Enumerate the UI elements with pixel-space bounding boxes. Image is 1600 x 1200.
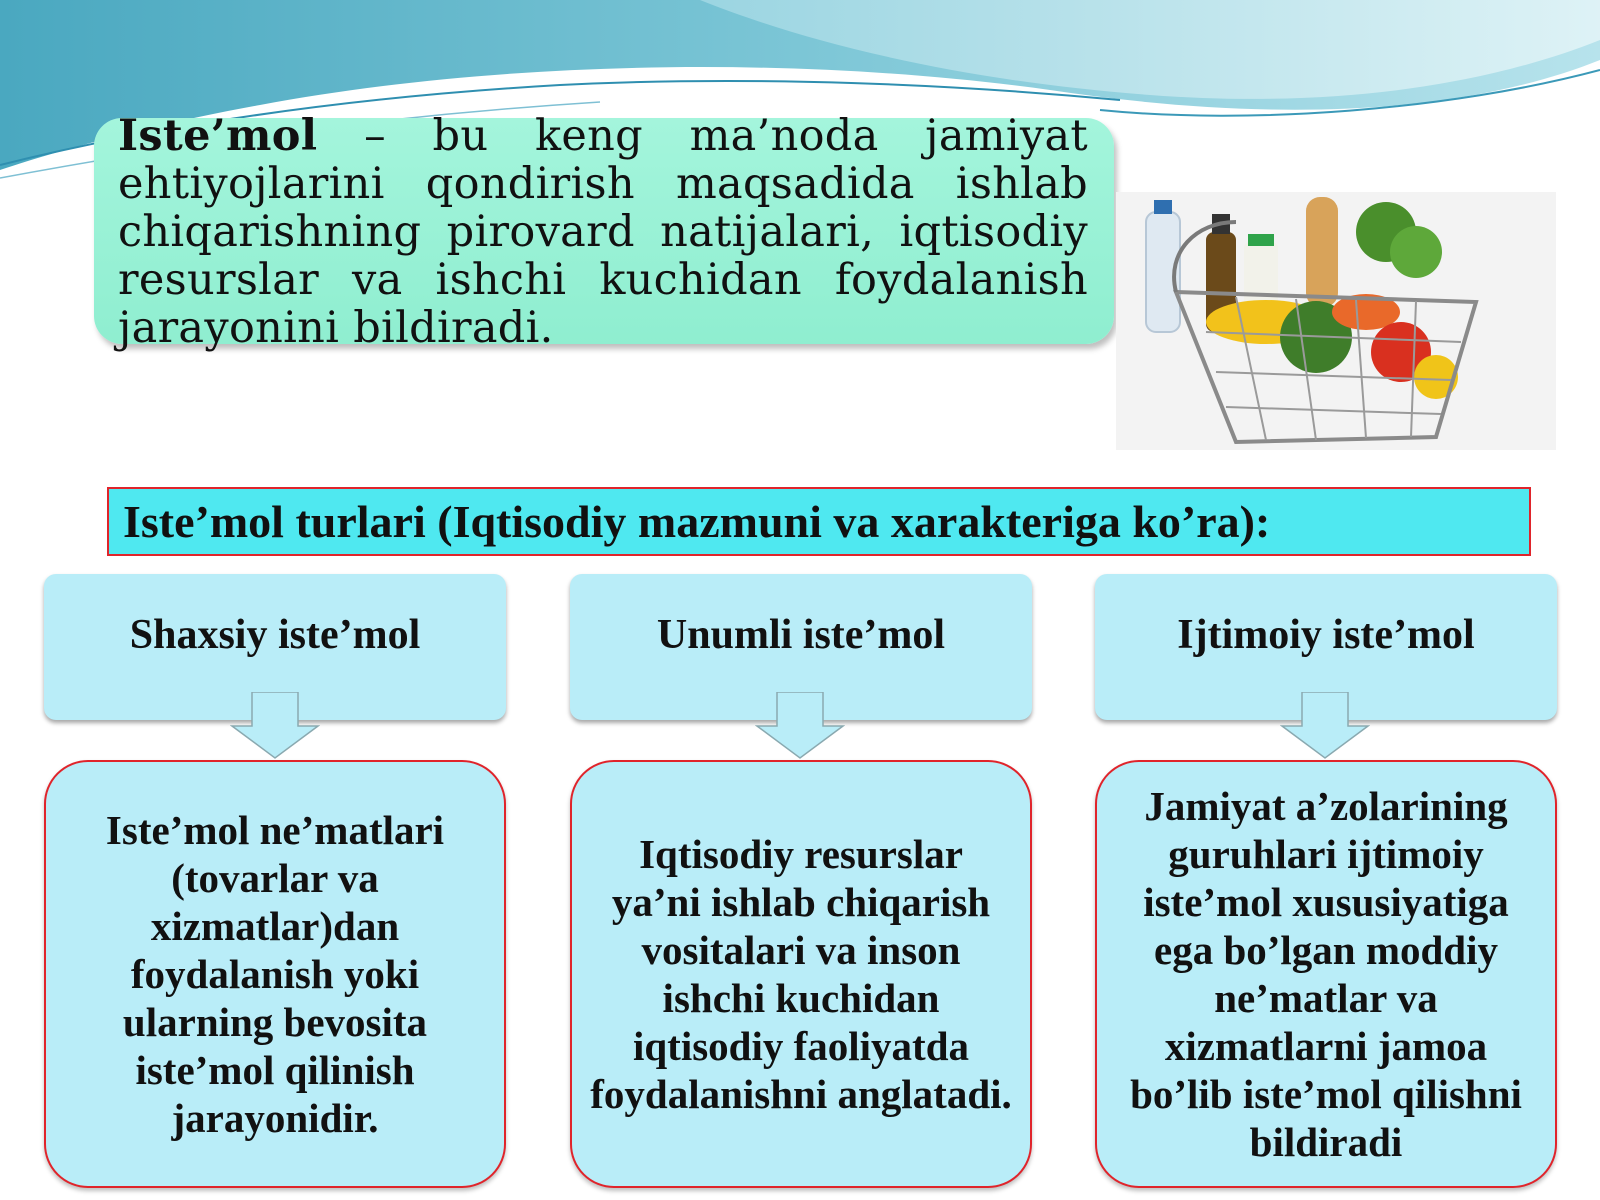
type-description-box-productive <box>570 760 1032 1188</box>
type-description-personal: Iste’mol ne’matlari (tovarlar va xizmatlar)dan foydalanish yoki ularning bevosita iste’mol qilinish jarayonidir. <box>105 807 445 1141</box>
shopping-basket-illustration <box>1116 192 1556 450</box>
types-heading: Iste’mol turlari (Iqtisodiy mazmuni va xarakteriga ko’ra): <box>107 487 1531 556</box>
definition-text <box>118 112 1088 352</box>
definition-body: – bu keng ma’noda jamiyat ehtiyojlarini qondirish maqsadida ishlab chiqarishning pirovard natijalari, iqtisodiy resurslar va ishchi kuchidan foydalanish jarayonini bildiradi. <box>118 111 1088 353</box>
down-arrow-icon <box>755 692 845 760</box>
definition-term: Iste’mol <box>118 111 318 161</box>
type-description-box-personal <box>44 760 506 1188</box>
type-title-social: Ijtimoiy iste’mol <box>1177 612 1475 658</box>
type-description-box-social <box>1095 760 1557 1188</box>
type-description-productive: Iqtisodiy resurslar ya’ni ishlab chiqarish vositalari va inson ishchi kuchidan iqtisodiy faoliyatda foydalanishni anglatadi. <box>590 831 1012 1117</box>
down-arrow-icon <box>1280 692 1370 760</box>
type-title-productive: Unumli iste’mol <box>656 612 946 658</box>
type-description-social: Jamiyat a’zolarining guruhlari ijtimoiy iste’mol xususiyatiga ega bo’lgan moddiy ne’matlar va xizmatlarni jamoa bo’lib iste’mol qilishni bildiradi <box>1130 783 1522 1165</box>
down-arrow-icon <box>230 692 320 760</box>
type-title-personal: Shaxsiy iste’mol <box>129 612 421 658</box>
